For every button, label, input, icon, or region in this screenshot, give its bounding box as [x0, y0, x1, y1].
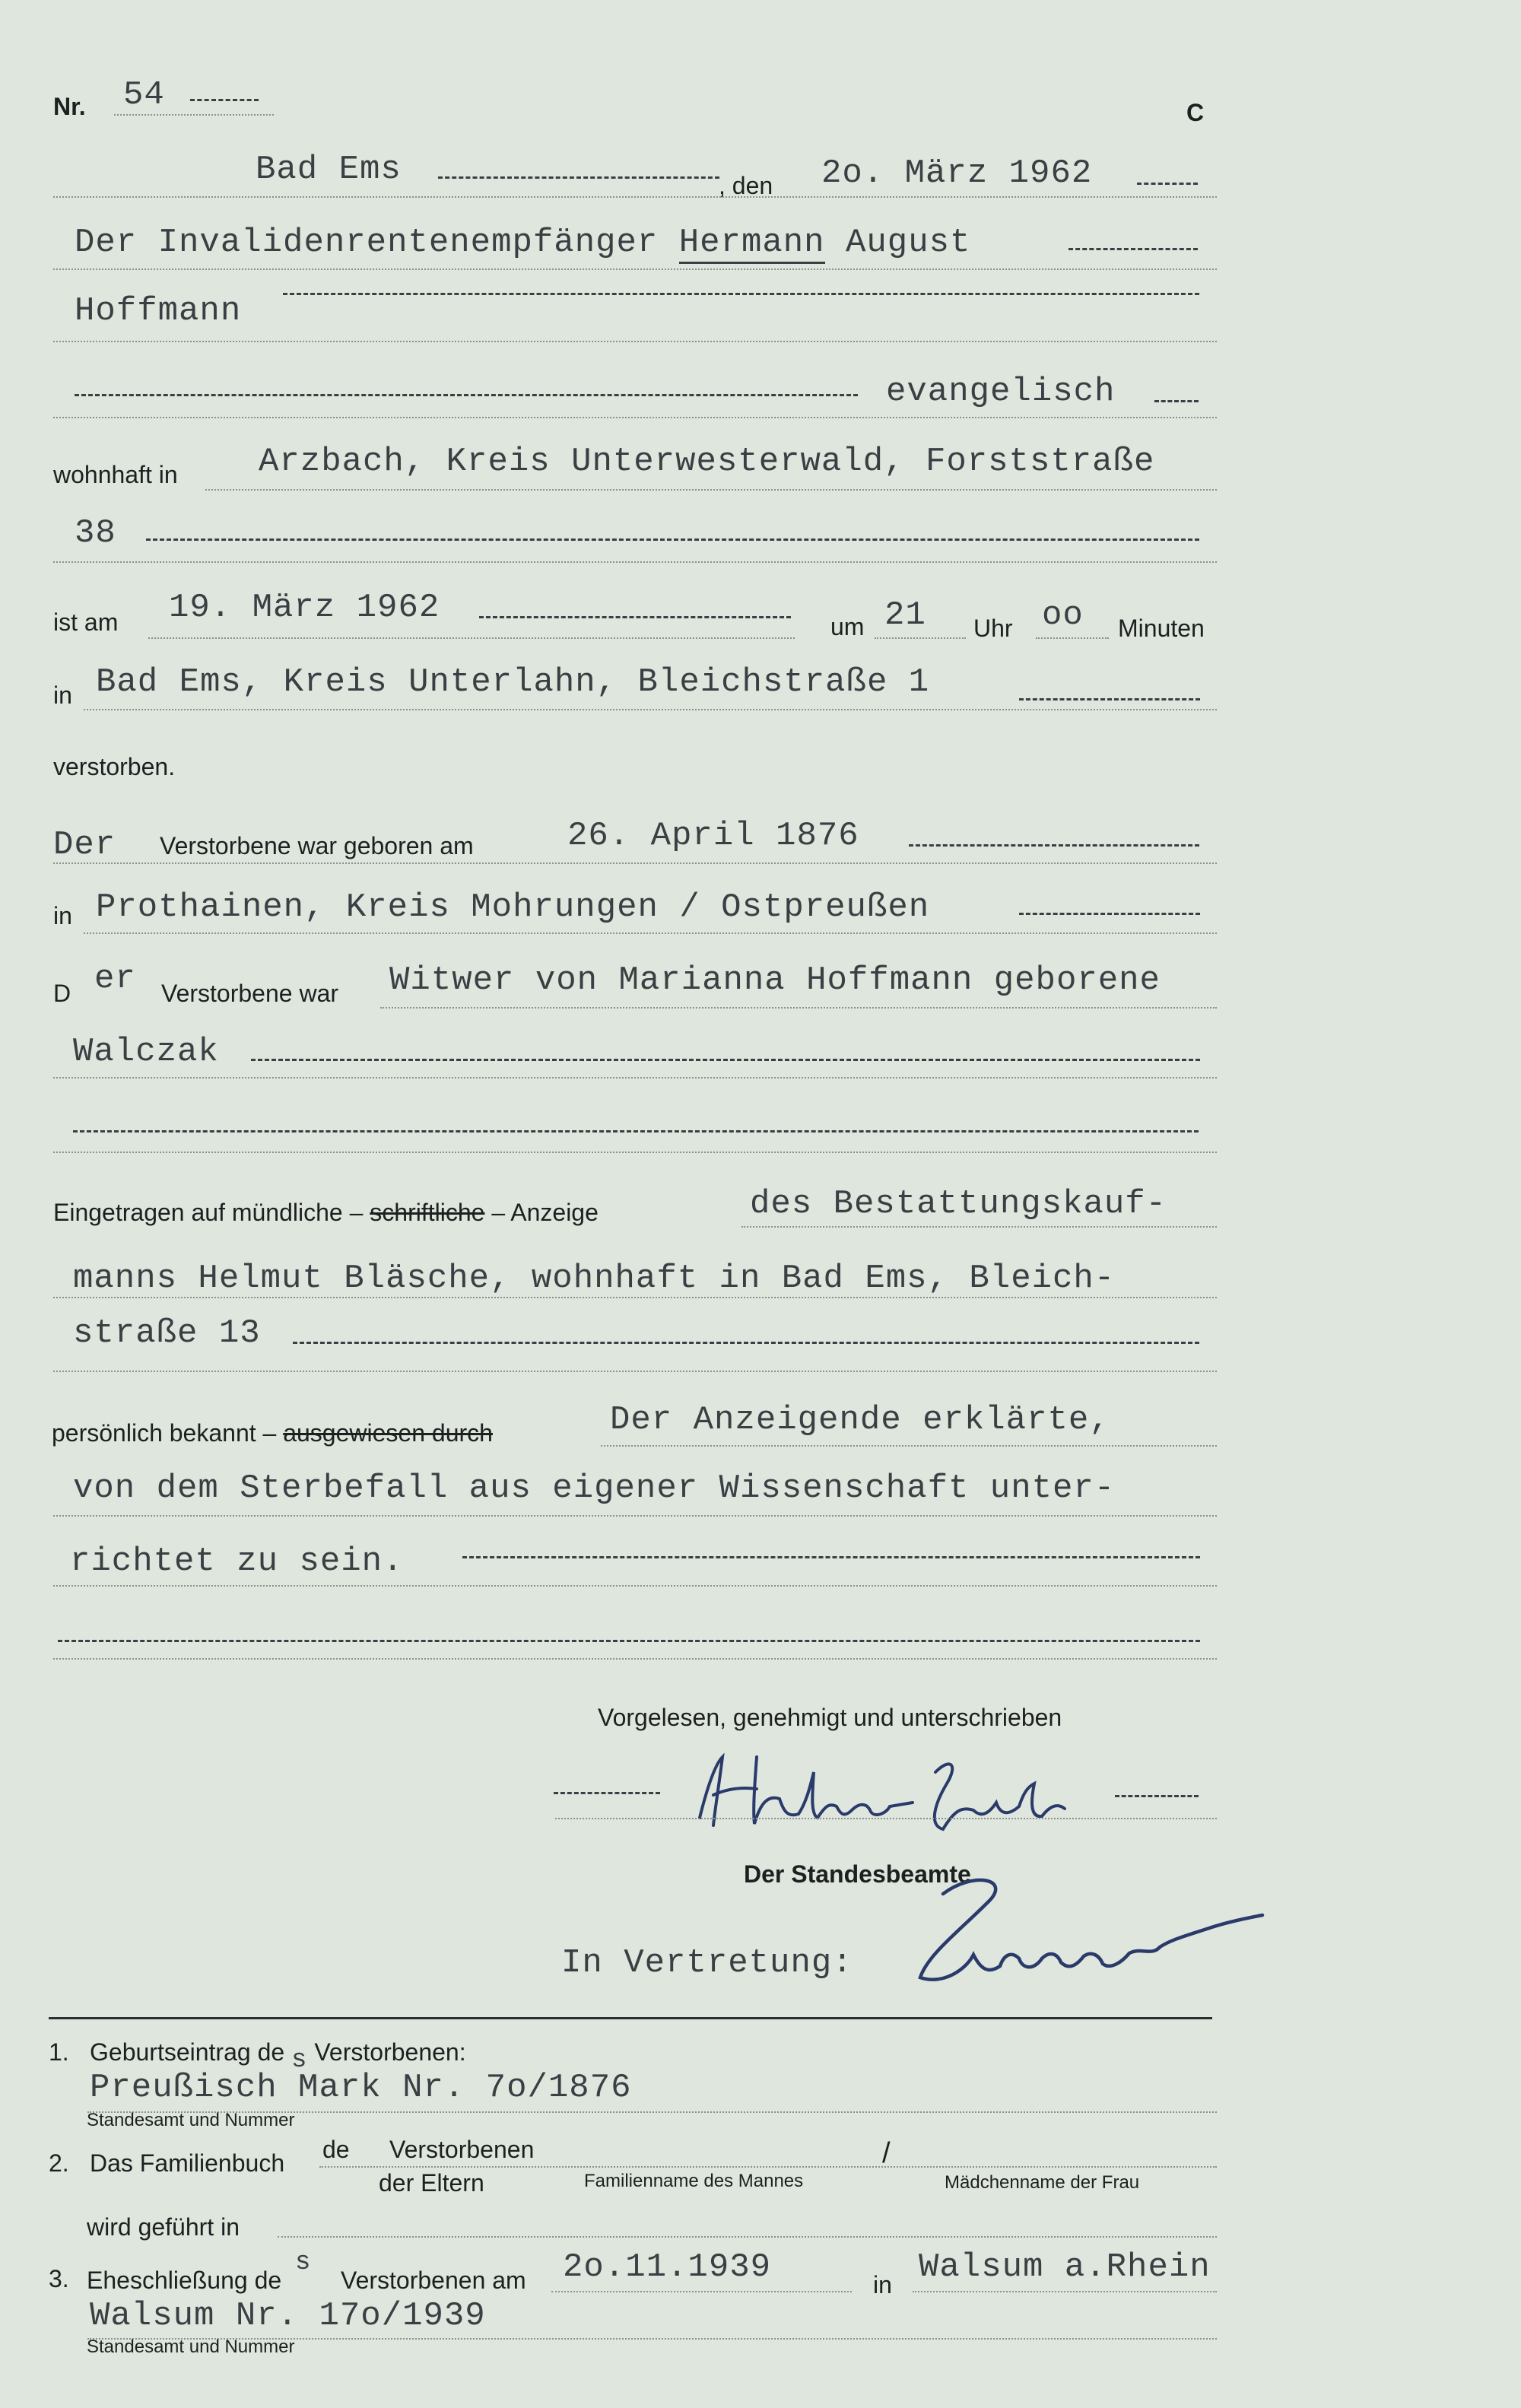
death-date: 19. März 1962 [169, 589, 440, 627]
footnote-line-4b [913, 2291, 1217, 2292]
marital-d-label: D [53, 980, 71, 1007]
standesamt-label-2: Standesamt und Nummer [87, 2337, 295, 2357]
filler-dashes [58, 1640, 1200, 1642]
line-11 [380, 1007, 1217, 1009]
registration-label-end: – Anzeige [491, 1199, 599, 1226]
slash-separator: / [882, 2137, 891, 2169]
line-9 [53, 862, 1217, 864]
signature-line [555, 1818, 1217, 1819]
residence-line-2: 38 [75, 514, 116, 552]
standesamt-label: Standesamt und Nummer [87, 2110, 295, 2130]
filler-dashes [1019, 698, 1200, 700]
registration-line-1: des Bestattungskauf- [750, 1185, 1167, 1223]
verstorben-label: verstorben. [53, 753, 176, 780]
birth-der: Der [53, 826, 116, 864]
marriage-place: Walsum a.Rhein [919, 2248, 1211, 2286]
person-first-name: Hermann [679, 224, 825, 264]
filler-dashes [1154, 400, 1199, 402]
filler-dashes [190, 99, 259, 101]
birth-place: Prothainen, Kreis Mohrungen / Ostpreußen [96, 888, 930, 926]
registration-line-3: straße 13 [73, 1314, 261, 1352]
line-12 [53, 1077, 1217, 1079]
death-in-label: in [53, 681, 72, 709]
line-14 [741, 1226, 1217, 1228]
marriage-label-2: Verstorbenen am [341, 2267, 526, 2294]
person-line-1 [75, 224, 970, 262]
familienname-label: Familienname des Mannes [584, 2171, 804, 2191]
marriage-s: s [295, 2248, 312, 2277]
line-2 [53, 268, 1217, 270]
marital-label: Verstorbene war [161, 980, 339, 1007]
birth-entry-s: s [291, 2046, 308, 2075]
gefuehrt-label: wird geführt in [87, 2213, 240, 2241]
maedchenname-label: Mädchenname der Frau [945, 2172, 1140, 2193]
filler-dashes [251, 1059, 1200, 1061]
nr-value: 54 [123, 76, 165, 114]
line-5 [205, 489, 1217, 491]
marriage-registry: Walsum Nr. 17o/1939 [90, 2297, 486, 2335]
residence-label: wohnhaft in [53, 461, 178, 488]
filler-dashes [554, 1792, 660, 1794]
familienbuch-eltern: der Eltern [379, 2169, 484, 2197]
footnote-line-4a [551, 2291, 852, 2292]
death-minutes: oo [1042, 596, 1084, 634]
filler-dashes [1115, 1795, 1199, 1797]
marriage-in-label: in [873, 2271, 892, 2298]
identification-label [52, 1419, 493, 1447]
person-title: Der Invalidenrentenempfänger [75, 224, 659, 262]
birth-entry-label-end: Verstorbenen: [314, 2038, 466, 2066]
filler-dashes [146, 538, 1199, 541]
footnote-line-3 [278, 2236, 1217, 2238]
line-10 [84, 932, 1217, 934]
filler-dashes [438, 176, 719, 179]
filler-dashes [1019, 913, 1200, 915]
birth-in-label: in [53, 902, 72, 929]
place-of-registration: Bad Ems [256, 151, 402, 189]
filler-dashes [909, 844, 1199, 847]
familienbuch-label: Das Familienbuch [90, 2149, 285, 2177]
identification-struck-text: ausgewiesen durch [283, 1419, 493, 1447]
birth-entry-label-start: Geburtseintrag de [90, 2038, 285, 2066]
birth-date: 26. April 1876 [567, 817, 859, 855]
identification-label-start: persönlich bekannt – [52, 1419, 277, 1447]
line-7a [148, 637, 795, 639]
line-8 [84, 709, 1217, 710]
signature-informant [684, 1742, 1110, 1841]
line-19 [53, 1585, 1217, 1587]
person-middle-name: August [845, 224, 971, 262]
registration-struck-text: schriftliche [370, 1199, 485, 1226]
familienbuch-verstorbenen: Verstorbenen [389, 2136, 535, 2163]
registrar-label: Der Standesbeamte [744, 1860, 971, 1888]
marital-line-1: Witwer von Marianna Hoffmann geborene [389, 961, 1161, 999]
registration-label [53, 1199, 599, 1227]
read-approved-signed-label: Vorgelesen, genehmigt und unterschrieben [598, 1704, 1062, 1731]
birth-label: Verstorbene war geboren am [160, 832, 474, 859]
person-surname: Hoffmann [75, 292, 242, 330]
marital-line-2: Walczak [73, 1033, 219, 1071]
footnote-2-number: 2. [49, 2149, 69, 2177]
line-20 [53, 1658, 1217, 1660]
filler-dashes [75, 394, 858, 396]
filler-dashes [1069, 248, 1198, 250]
filler-dashes [293, 1342, 1199, 1344]
registration-date: 2o. März 1962 [821, 154, 1093, 192]
um-label: um [830, 613, 865, 640]
line-16 [53, 1371, 1217, 1372]
ist-am-label: ist am [53, 608, 119, 636]
identification-line-3: richtet zu sein. [70, 1542, 404, 1580]
vertretung-label: In Vertretung: [561, 1944, 853, 1982]
line-17 [601, 1445, 1217, 1447]
marital-er: er [94, 960, 136, 998]
footnote-1-number: 1. [49, 2038, 69, 2066]
marriage-date: 2o.11.1939 [563, 2248, 772, 2286]
line-13 [53, 1152, 1217, 1153]
footnote-3-number: 3. [49, 2265, 69, 2292]
line-7b [875, 637, 966, 639]
death-hour: 21 [884, 596, 926, 634]
footnote-line-2 [319, 2166, 1217, 2168]
birth-entry-label [90, 2038, 466, 2075]
religion: evangelisch [886, 373, 1116, 411]
birth-entry-value: Preußisch Mark Nr. 7o/1876 [90, 2069, 632, 2107]
filler-dashes [73, 1130, 1199, 1133]
filler-dashes [479, 616, 791, 618]
familienbuch-de: de [322, 2136, 350, 2163]
den-label: , den [719, 172, 773, 199]
death-place: Bad Ems, Kreis Unterlahn, Bleichstraße 1 [96, 663, 930, 701]
line-3 [53, 341, 1217, 342]
registration-line-2: manns Helmut Bläsche, wohnhaft in Bad Ems, Bleich- [73, 1260, 1116, 1298]
identification-line-2: von dem Sterbefall aus eigener Wissenschaft unter- [73, 1469, 1116, 1507]
line-1 [53, 196, 1217, 198]
residence-line-1: Arzbach, Kreis Unterwesterwald, Forststraße [259, 443, 1155, 481]
line-18 [53, 1515, 1217, 1517]
nr-label: Nr. [53, 93, 86, 120]
marriage-label: Eheschließung de [87, 2267, 282, 2294]
line-4 [53, 417, 1217, 418]
corner-mark: C [1186, 99, 1205, 126]
minuten-label: Minuten [1118, 615, 1205, 642]
registration-label-start: Eingetragen auf mündliche – [53, 1199, 364, 1226]
uhr-label: Uhr [973, 615, 1013, 642]
filler-dashes [1137, 183, 1198, 185]
line-6 [53, 561, 1217, 563]
filler-dashes [462, 1556, 1200, 1558]
identification-line-1: Der Anzeigende erklärte, [610, 1401, 1110, 1439]
footnote-separator [49, 2017, 1212, 2019]
line-7c [1036, 637, 1109, 639]
filler-dashes [283, 293, 1199, 295]
line-15 [53, 1297, 1217, 1298]
signature-registrar [897, 1871, 1270, 2000]
nr-line [114, 114, 274, 116]
